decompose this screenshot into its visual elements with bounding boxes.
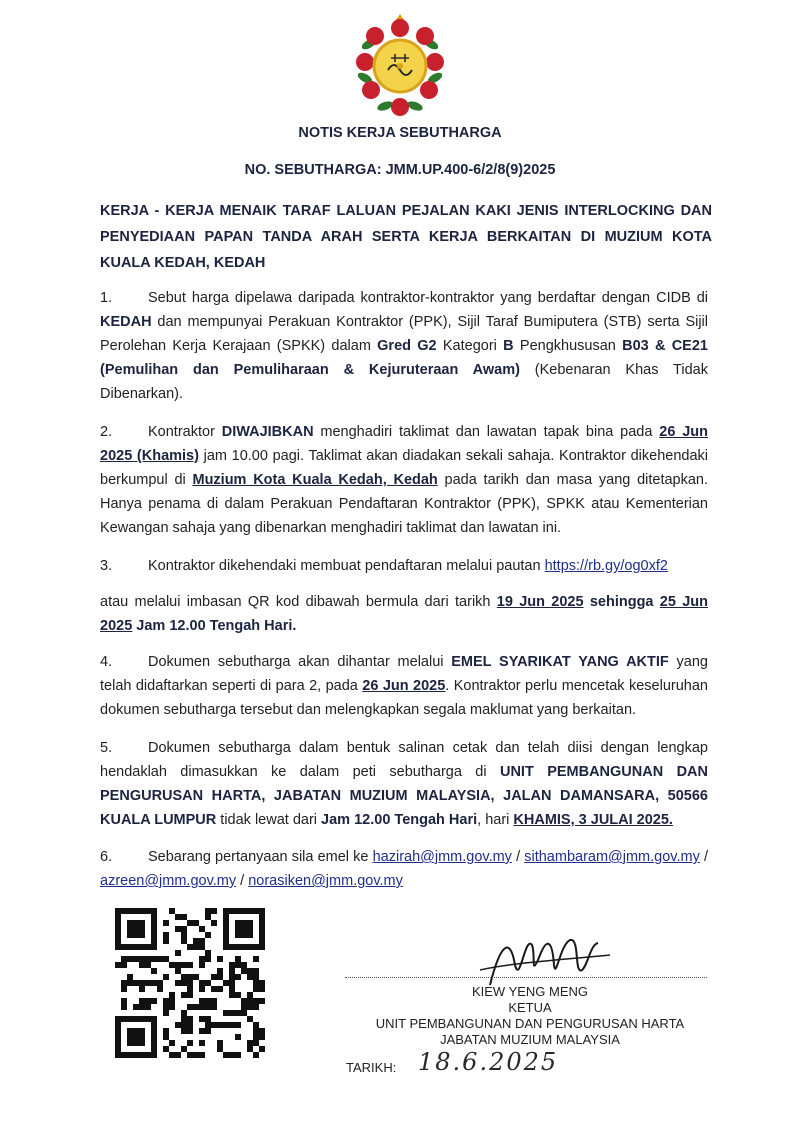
text: menghadiri taklimat dan lawatan tapak bina pada (313, 424, 660, 440)
date-label: TARIKH: (346, 1060, 397, 1075)
text-bold: KEDAH (100, 314, 152, 330)
para-number: 6. (100, 849, 113, 865)
email-link[interactable]: azreen@jmm.gov.my (100, 873, 237, 889)
signatory-unit: UNIT PEMBANGUNAN DAN PENGURUSAN HARTA (375, 1016, 685, 1031)
para-number: 4. (100, 654, 113, 670)
separator: / (511, 849, 525, 865)
crest-icon (355, 10, 445, 118)
text-bold: Jam 12.00 Tengah Hari. (132, 618, 297, 634)
text-bold-underline: 26 Jun 2025 (362, 678, 446, 694)
notice-subject: KERJA - KERJA MENAIK TARAF LALUAN PEJALAN KAKI JENIS INTERLOCKING DAN PENYEDIAAN PAPAN TANDA ARAH SERTA KERJA BERKAITAN DI MUZIUM KOTA KUALA KEDAH, KEDAH (100, 203, 712, 271)
text: Dokumen sebutharga dalam bentuk salinan cetak dan telah diisi dengan lengkap hendaklah dimasukkan ke dalam peti sebutharga di (100, 740, 708, 780)
paragraph-2 (100, 420, 708, 540)
signatory-position: KETUA (508, 1000, 552, 1015)
text: Sebut harga dipelawa daripada kontraktor-kontraktor yang berdaftar dengan CIDB di (148, 290, 708, 306)
paragraph-6 (100, 845, 708, 893)
text: yang telah didaftarkan seperti di para 2, pada (100, 654, 708, 694)
text-bold-underline: 26 Jun 2025 (Khamis) (100, 424, 709, 464)
handwritten-date: 18.6.2025 (418, 1048, 559, 1076)
text-bold: Jam 12.00 Tengah Hari (321, 812, 478, 828)
email-link[interactable]: hazirah@jmm.gov.my (372, 849, 512, 865)
text-bold-underline: 19 Jun 2025 (496, 594, 584, 610)
text: Dokumen sebutharga akan dihantar melalui (148, 654, 452, 670)
text: atau melalui imbasan QR kod dibawah bermula dari tarikh (100, 594, 497, 610)
notice-title: NOTIS KERJA SEBUTHARGA (298, 125, 502, 141)
text: . Kontraktor perlu mencetak keseluruhan dokumen sebutharga tersebut dan melengkapkan segala maklumat yang berkaitan. (100, 678, 708, 718)
para-number: 5. (100, 740, 113, 756)
para-number: 2. (100, 424, 113, 440)
paragraph-1 (100, 286, 708, 406)
text: Kontraktor (148, 424, 222, 440)
text: Sebarang pertanyaan sila emel ke (148, 849, 373, 865)
text: tidak lewat dari (216, 812, 322, 828)
text-bold: B03 & CE21 (Pemulihan dan Pemuliharaan & Kejuruteraan Awam) (100, 338, 708, 378)
paragraph-3-continued (100, 590, 708, 638)
text-bold-underline: KHAMIS, 3 JULAI 2025. (513, 812, 673, 828)
text: dan mempunyai Perakuan Kontraktor (PPK), Sijil Taraf Bumiputera (STB) serta Sijil Perolehan Kerja Kerajaan (SPKK) dalam (100, 314, 708, 354)
text: (Kebenaran Khas Tidak Dibenarkan). (100, 362, 708, 402)
registration-link[interactable]: https://rb.gy/og0xf2 (544, 558, 668, 574)
text-bold: Gred G2 (377, 338, 437, 354)
text-bold-underline: 25 Jun 2025 (100, 594, 708, 634)
text: Pengkhususan (513, 338, 623, 354)
text: Kategori (436, 338, 504, 354)
text-bold: B (503, 338, 514, 354)
paragraph-3 (100, 554, 708, 578)
para-number: 1. (100, 290, 113, 306)
signature-line (345, 977, 707, 978)
qr-code-icon[interactable] (115, 908, 265, 1058)
signatory-department: JABATAN MUZIUM MALAYSIA (440, 1032, 620, 1047)
signatory-name: KIEW YENG MENG (471, 984, 589, 999)
reference-number: NO. SEBUTHARGA: JMM.UP.400-6/2/8(9)2025 (244, 162, 556, 178)
email-link[interactable]: norasiken@jmm.gov.my (248, 873, 403, 889)
separator: / (236, 873, 249, 889)
text-bold-underline: Muzium Kota Kuala Kedah, Kedah (192, 472, 438, 488)
paragraph-4 (100, 650, 708, 722)
text-bold: DIWAJIBKAN (221, 424, 314, 440)
text: Kontraktor dikehendaki membuat pendaftaran melalui pautan (148, 558, 545, 574)
email-link[interactable]: sithambaram@jmm.gov.my (524, 849, 700, 865)
separator: / (699, 849, 708, 865)
text: pada tarikh dan masa yang ditetapkan. Hanya penama di dalam Perakuan Pendaftaran Kontraktor (PPK), SPKK atau Kementerian Kewangan sahaja yang dibenarkan menghadiri taklimat dan lawatan ini. (100, 472, 709, 536)
paragraph-5 (100, 736, 708, 832)
text: , hari (477, 812, 514, 828)
para-number: 3. (100, 558, 113, 574)
text-bold: UNIT PEMBANGUNAN DAN PENGURUSAN HARTA, JABATAN MUZIUM MALAYSIA, JALAN DAMANSARA, 50566 KUALA LUMPUR (100, 764, 708, 828)
text: jam 10.00 pagi. Taklimat akan diadakan sekali sahaja. Kontraktor dikehendaki berkumpul di (100, 448, 708, 488)
text-bold: EMEL SYARIKAT YANG AKTIF (451, 654, 669, 670)
text-bold: sehingga (583, 594, 660, 610)
